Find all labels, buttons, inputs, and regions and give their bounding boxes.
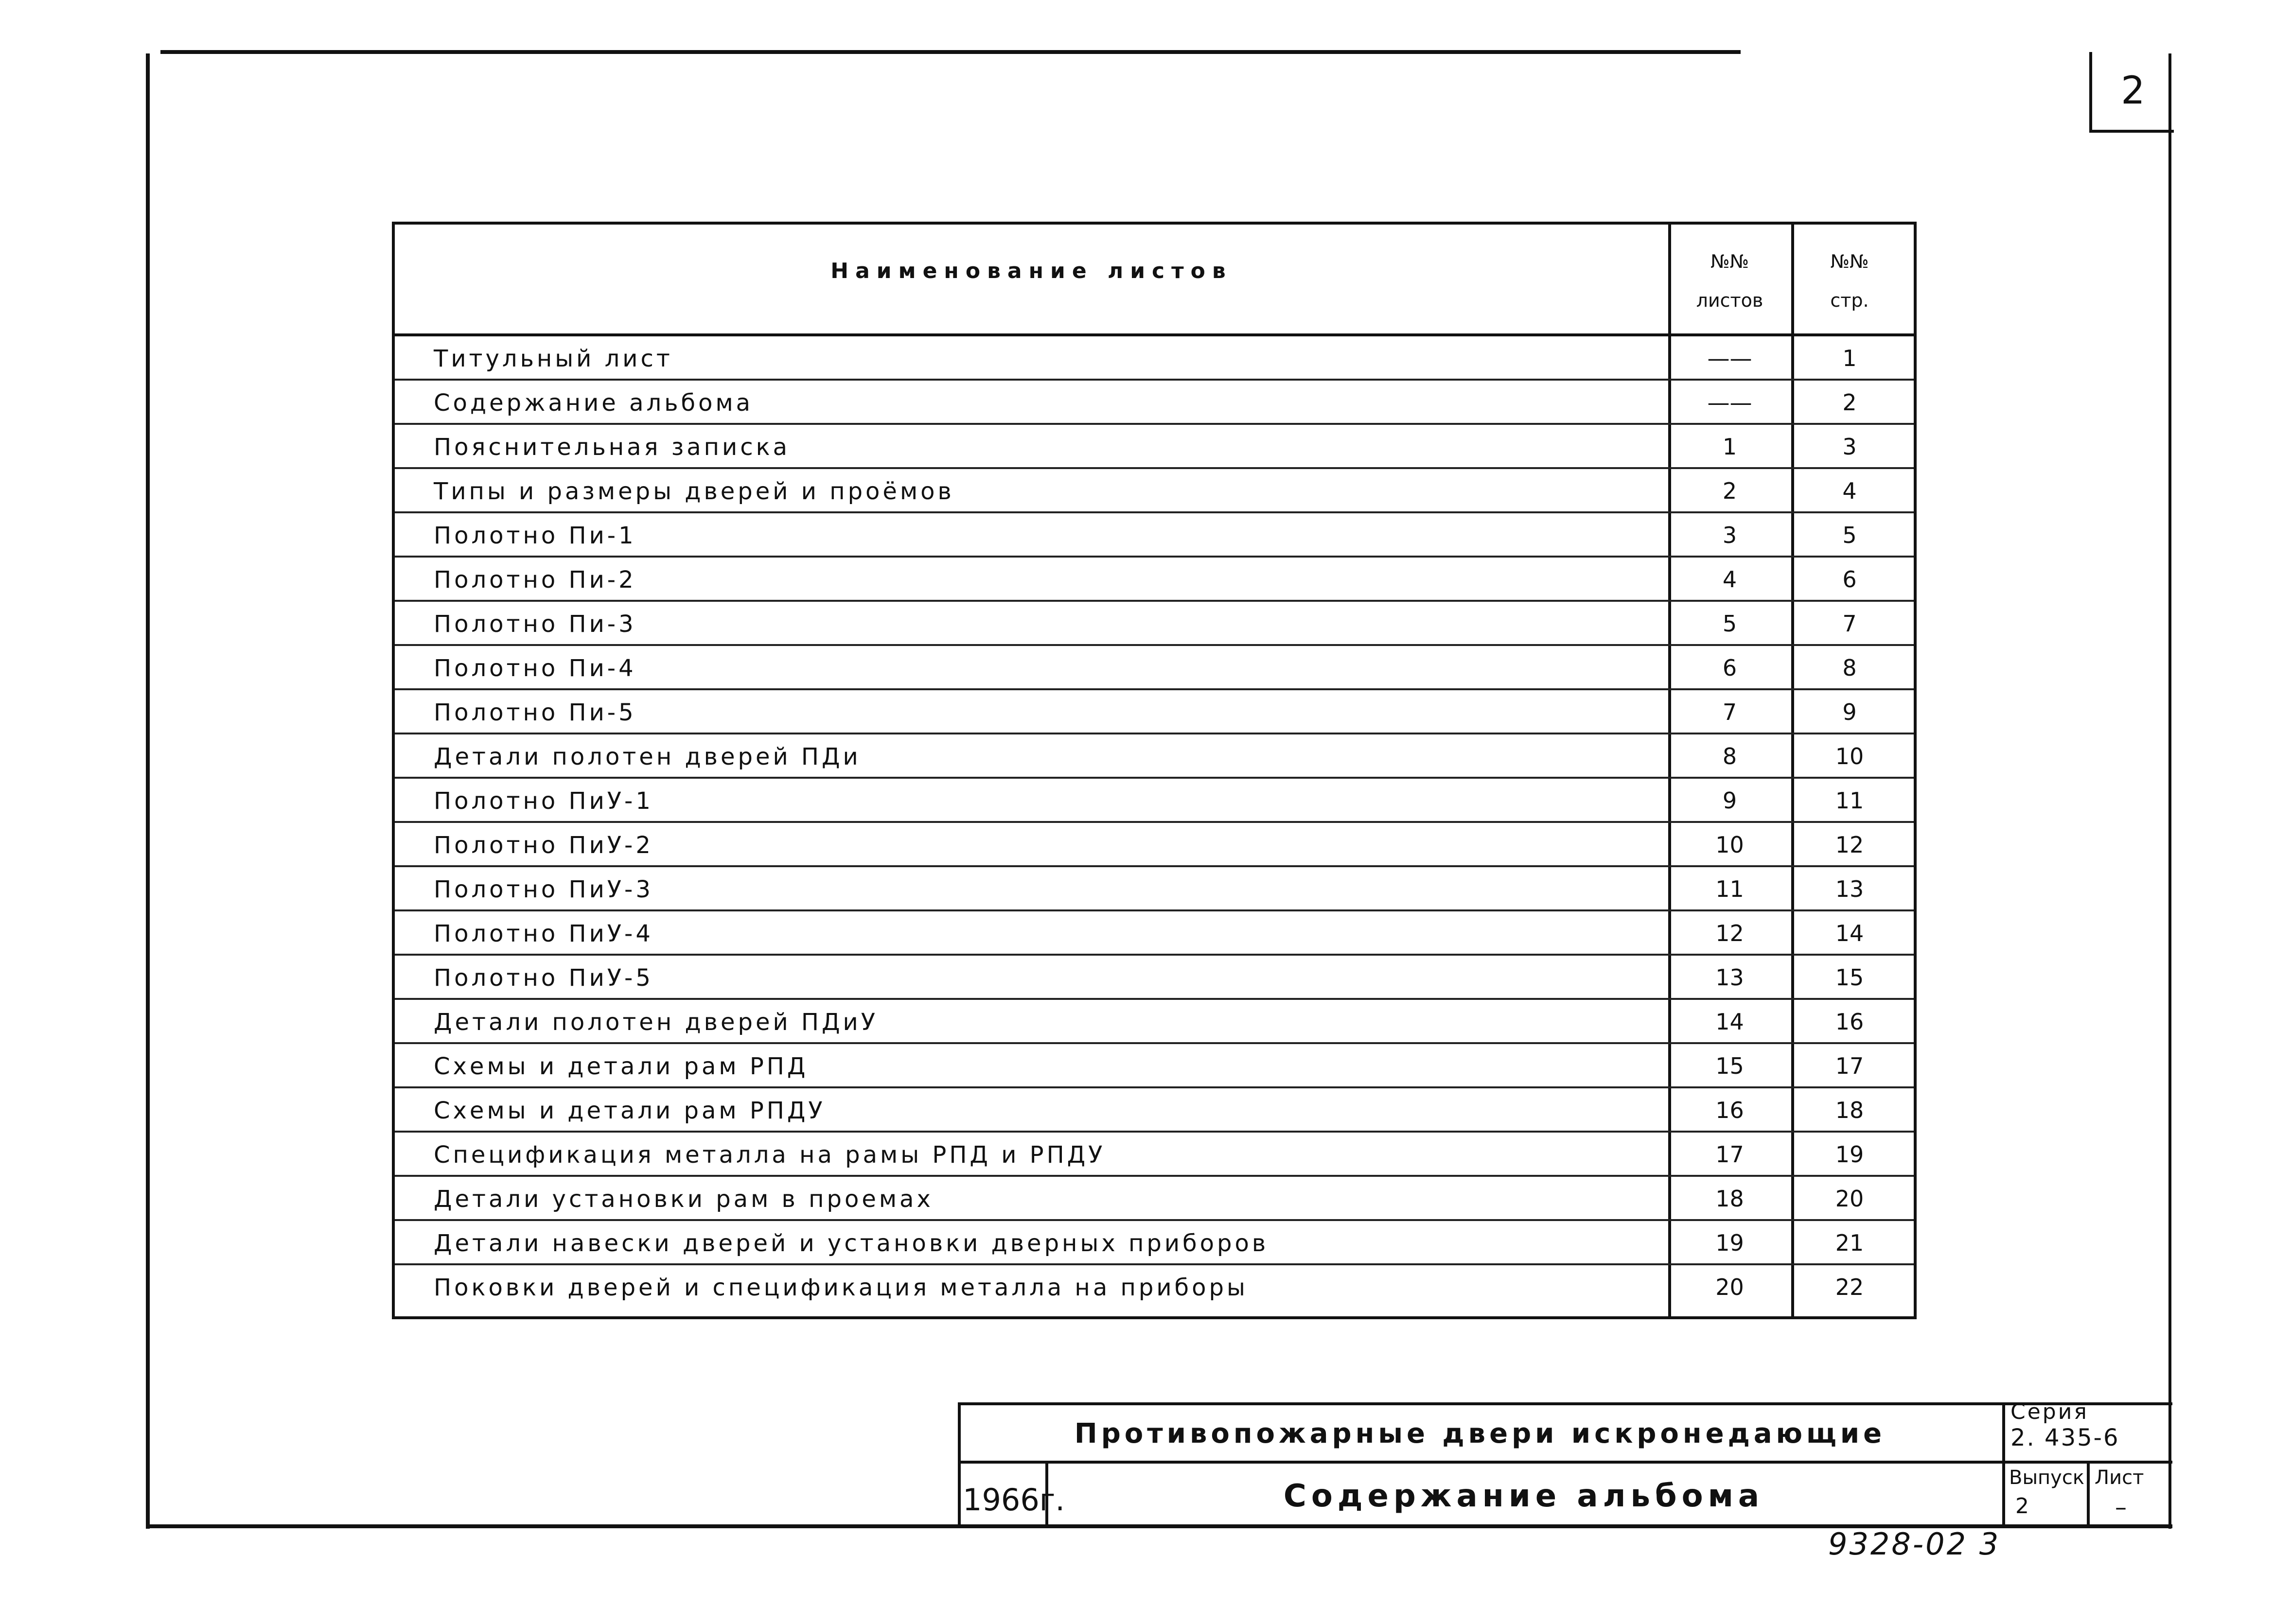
table-row	[395, 867, 1914, 911]
table-row	[395, 1177, 1914, 1221]
row-sheet-number: 16	[1715, 1097, 1744, 1123]
row-page-number: 1	[1842, 345, 1857, 371]
title-block-divider	[958, 1461, 2172, 1464]
drawing-year: 1966г.	[963, 1482, 1065, 1518]
table-row	[395, 602, 1914, 646]
contents-table	[392, 222, 1917, 1319]
drawing-subtitle: Содержание альбома	[1283, 1478, 1764, 1514]
row-sheet-name: Схемы и детали рам РПД	[434, 1053, 809, 1080]
row-sheet-name: Полотно Пи-5	[434, 699, 636, 726]
row-sheet-number: 9	[1722, 787, 1737, 814]
row-page-number: 13	[1835, 876, 1864, 902]
row-page-number: 15	[1835, 964, 1864, 991]
table-row	[395, 558, 1914, 602]
row-sheet-name: Полотно ПиУ-3	[434, 876, 653, 903]
row-sheet-name: Содержание альбома	[434, 389, 754, 417]
issue-label: Выпуск	[2009, 1467, 2084, 1489]
table-row	[395, 513, 1914, 558]
row-page-number: 14	[1835, 920, 1864, 946]
table-row	[395, 823, 1914, 867]
sheet-number: 2	[2121, 69, 2145, 113]
sheet-label: Лист	[2095, 1467, 2144, 1489]
title-block-right-divider	[2002, 1402, 2005, 1526]
row-sheet-number: 13	[1715, 964, 1744, 991]
header-page-numbers-line2: стр.	[1830, 290, 1869, 311]
row-sheet-number: 14	[1715, 1009, 1744, 1035]
row-sheet-name: Титульный лист	[434, 345, 673, 372]
title-block	[958, 1399, 2172, 1526]
row-sheet-number: 4	[1722, 566, 1737, 593]
row-sheet-name: Полотно Пи-3	[434, 611, 636, 638]
table-row	[395, 425, 1914, 469]
frame-right-border	[2168, 53, 2171, 1529]
row-page-number: 4	[1842, 478, 1857, 504]
table-row	[395, 336, 1914, 381]
row-page-number: 12	[1835, 832, 1864, 858]
row-page-number: 17	[1835, 1053, 1864, 1079]
row-sheet-name: Схемы и детали рам РПДУ	[434, 1097, 826, 1124]
row-sheet-number: 1	[1722, 434, 1737, 460]
table-row	[395, 1221, 1914, 1265]
row-sheet-name: Полотно ПиУ-5	[434, 964, 653, 992]
row-sheet-number: 17	[1715, 1141, 1744, 1168]
row-sheet-number: 2	[1722, 478, 1737, 504]
row-page-number: 20	[1835, 1186, 1864, 1212]
table-row	[395, 1044, 1914, 1088]
frame-left-border	[146, 53, 150, 1529]
row-sheet-name: Полотно Пи-1	[434, 522, 636, 549]
table-row	[395, 1265, 1914, 1310]
row-page-number: 5	[1842, 522, 1857, 548]
header-sheet-numbers-line1: №№	[1710, 251, 1749, 272]
row-sheet-number: 18	[1715, 1186, 1744, 1212]
series-value: 2. 435-6	[2010, 1424, 2120, 1451]
table-row	[395, 646, 1914, 690]
sheet-number-box	[2089, 52, 2174, 133]
row-sheet-name: Полотно Пи-4	[434, 655, 636, 682]
frame-top-border	[160, 50, 1741, 54]
row-page-number: 22	[1835, 1274, 1864, 1300]
row-page-number: 18	[1835, 1097, 1864, 1123]
row-page-number: 6	[1842, 566, 1857, 593]
row-sheet-number: 3	[1722, 522, 1737, 548]
row-sheet-name: Детали установки рам в проемах	[434, 1186, 934, 1213]
row-sheet-name: Полотно ПиУ-1	[434, 787, 653, 815]
table-row	[395, 911, 1914, 956]
row-page-number: 8	[1842, 655, 1857, 681]
row-sheet-name: Полотно ПиУ-4	[434, 920, 653, 947]
table-row	[395, 1133, 1914, 1177]
drawing-title: Противопожарные двери искронедающие	[1074, 1418, 1886, 1449]
row-sheet-number: 11	[1715, 876, 1744, 902]
row-sheet-number: 10	[1715, 832, 1744, 858]
table-row	[395, 1000, 1914, 1044]
series-label: Серия	[2010, 1399, 2089, 1424]
header-page-numbers	[1791, 242, 1908, 320]
row-page-number: 10	[1835, 743, 1864, 769]
row-sheet-name: Типы и размеры дверей и проёмов	[434, 478, 954, 505]
row-sheet-number: 15	[1715, 1053, 1744, 1079]
table-row	[395, 779, 1914, 823]
row-page-number: 2	[1842, 389, 1857, 416]
row-page-number: 7	[1842, 611, 1857, 637]
row-sheet-name: Полотно ПиУ-2	[434, 832, 653, 859]
row-page-number: 3	[1842, 434, 1857, 460]
row-page-number: 19	[1835, 1141, 1864, 1168]
row-page-number: 21	[1835, 1230, 1864, 1256]
row-page-number: 11	[1835, 787, 1864, 814]
row-page-number: 9	[1842, 699, 1857, 725]
table-row	[395, 469, 1914, 513]
table-row	[395, 956, 1914, 1000]
header-sheet-numbers-line2: листов	[1696, 290, 1763, 311]
table-row	[395, 1088, 1914, 1133]
title-block-issue-divider	[2087, 1461, 2090, 1526]
row-page-number: 16	[1835, 1009, 1864, 1035]
table-row	[395, 734, 1914, 779]
row-sheet-number: 8	[1722, 743, 1737, 769]
row-sheet-name: Поковки дверей и спецификация металла на приборы	[434, 1274, 1248, 1301]
row-sheet-name: Детали навески дверей и установки дверных приборов	[434, 1230, 1269, 1257]
row-sheet-name: Полотно Пи-2	[434, 566, 636, 594]
table-row	[395, 381, 1914, 425]
row-sheet-number: 5	[1722, 611, 1737, 637]
row-sheet-number: ——	[1707, 389, 1752, 416]
table-row	[395, 690, 1914, 734]
row-sheet-number: ——	[1707, 345, 1752, 371]
row-sheet-name: Пояснительная записка	[434, 434, 791, 461]
header-sheet-numbers	[1668, 242, 1791, 320]
row-sheet-number: 20	[1715, 1274, 1744, 1300]
row-sheet-number: 12	[1715, 920, 1744, 946]
header-sheet-names: Наименование листов	[830, 259, 1233, 283]
row-sheet-name: Детали полотен дверей ПДиУ	[434, 1009, 878, 1036]
archive-stamp: 9328-02 3	[1828, 1526, 2001, 1562]
header-page-numbers-line1: №№	[1830, 251, 1869, 272]
row-sheet-name: Спецификация металла на рамы РПД и РПДУ	[434, 1141, 1106, 1169]
issue-value: 2	[2015, 1494, 2029, 1519]
row-sheet-number: 6	[1722, 655, 1737, 681]
row-sheet-name: Детали полотен дверей ПДи	[434, 743, 861, 770]
contents-table-body	[395, 336, 1914, 1310]
row-sheet-number: 19	[1715, 1230, 1744, 1256]
contents-table-header	[395, 225, 1914, 336]
row-sheet-number: 7	[1722, 699, 1737, 725]
sheet-value: –	[2115, 1494, 2127, 1521]
